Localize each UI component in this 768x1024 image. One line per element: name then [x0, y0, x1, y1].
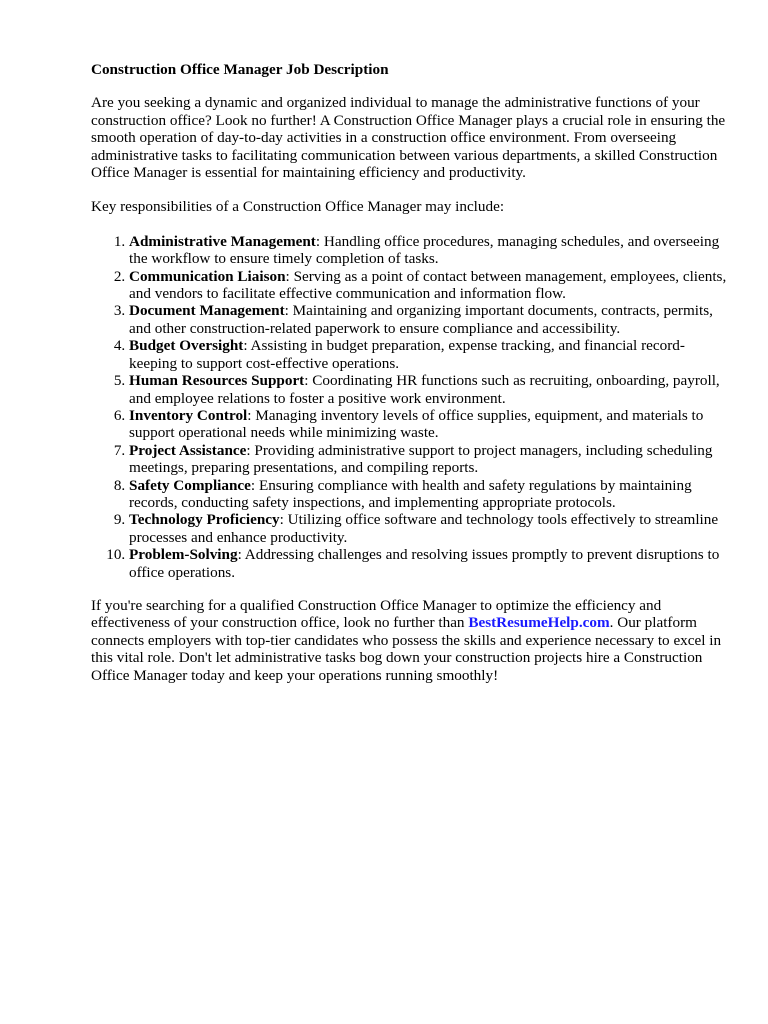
closing-paragraph	[91, 597, 731, 684]
responsibility-term: Administrative Management	[129, 232, 316, 250]
list-item	[129, 511, 731, 546]
responsibility-term: Inventory Control	[129, 406, 248, 424]
responsibility-description: : Assisting in budget preparation, expense tracking, and financial record-keeping to support cost-effective operations.	[129, 337, 685, 372]
list-item	[129, 546, 731, 581]
responsibility-description: : Ensuring compliance with health and safety regulations by maintaining records, conducting safety inspections, and implementing appropriate protocols.	[129, 476, 692, 511]
bestresumehelp-link[interactable]: BestResumeHelp.com	[468, 614, 610, 632]
list-item	[129, 233, 731, 268]
responsibility-description: : Providing administrative support to project managers, including scheduling meetings, preparing presentations, and compiling reports.	[129, 441, 713, 477]
responsibility-term: Communication Liaison	[129, 267, 286, 285]
responsibility-term: Technology Proficiency	[129, 511, 280, 529]
responsibility-term: Human Resources Support	[129, 372, 305, 390]
document-page	[91, 61, 731, 684]
list-item	[129, 372, 731, 407]
responsibility-description: : Handling office procedures, managing schedules, and overseeing the workflow to ensure timely completion of tasks.	[129, 232, 720, 268]
document-title: Construction Office Manager Job Description	[91, 61, 389, 78]
intro-paragraph: Are you seeking a dynamic and organized individual to manage the administrative functions of your construction office? Look no further! A Construction Office Manager plays a crucial role in ensuring the smooth operation of day-to-day activities in a construction office environment. From overseeing administrative tasks to facilitating communication between various departments, a skilled Construction Office Manager is essential for maintaining efficiency and productivity.	[91, 94, 726, 182]
responsibility-term: Project Assistance	[129, 441, 247, 459]
responsibility-term: Problem-Solving	[129, 546, 238, 564]
responsibilities-list	[91, 233, 731, 581]
responsibility-description: : Serving as a point of contact between management, employees, clients, and vendors to facilitate effective communication and information flow.	[129, 267, 727, 303]
closing-text-before: If you're searching for a qualified Construction Office Manager to optimize the efficiency and effectiveness of your construction office, look no further than	[91, 596, 662, 632]
closing-text-after: . Our platform connects employers with top-tier candidates who possess the skills and experience necessary to excel in this vital role. Don't let administrative tasks bog down your construction projects hire a Construction Office Manager today and keep your operations running smoothly!	[91, 614, 722, 684]
list-item	[129, 337, 731, 372]
responsibility-description: : Coordinating HR functions such as recruiting, onboarding, payroll, and employee relations to foster a positive work environment.	[129, 372, 720, 407]
list-item	[129, 302, 731, 337]
responsibility-description: : Utilizing office software and technology tools effectively to streamline processes and enhance productivity.	[129, 511, 719, 546]
list-item	[129, 407, 731, 442]
list-item	[129, 442, 731, 477]
responsibilities-lead: Key responsibilities of a Construction Office Manager may include:	[91, 198, 505, 216]
responsibility-term: Document Management	[129, 302, 285, 320]
responsibility-description: : Maintaining and organizing important documents, contracts, permits, and other construction-related paperwork to ensure compliance and accessibility.	[129, 302, 713, 337]
list-item	[129, 268, 731, 303]
responsibility-term: Safety Compliance	[129, 476, 251, 494]
responsibility-description: : Addressing challenges and resolving issues promptly to prevent disruptions to office operations.	[129, 546, 720, 581]
list-item	[129, 477, 731, 512]
responsibility-term: Budget Oversight	[129, 337, 244, 355]
responsibility-description: : Managing inventory levels of office supplies, equipment, and materials to support operational needs while minimizing waste.	[129, 406, 704, 442]
